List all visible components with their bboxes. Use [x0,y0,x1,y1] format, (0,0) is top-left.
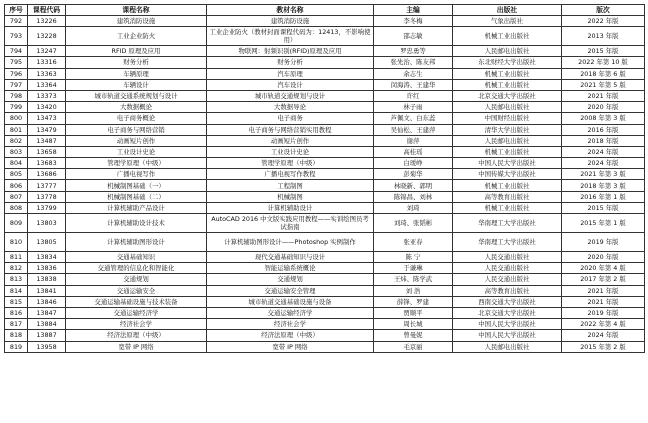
cell-code: 13841 [28,285,66,296]
cell-edition: 2021 年版 [562,296,645,307]
cell-no: 817 [5,319,28,330]
header-cell-course: 课程名称 [66,5,207,16]
cell-book: 汽车设计 [207,79,374,90]
cell-publisher: 高等教育出版社 [453,191,562,202]
cell-edition: 2021 年第 3 版 [562,169,645,180]
cell-course: 计算机辅助图形设计 [66,233,207,252]
cell-edition: 2018 年第 6 版 [562,68,645,79]
cell-no: 792 [5,16,28,27]
cell-publisher: 东北财经大学出版社 [453,57,562,68]
cell-course: 城市轨道交通系统规划与设计 [66,90,207,101]
cell-no: 797 [5,79,28,90]
cell-no: 815 [5,296,28,307]
cell-book: 机械制图 [207,191,374,202]
cell-book: 交通运输安全管理 [207,285,374,296]
cell-book: 大数据导论 [207,102,374,113]
header-cell-edition: 版次 [562,5,645,16]
cell-publisher: 华南理工大学出版社 [453,214,562,233]
cell-book: 智能运输系统概论 [207,263,374,274]
cell-course: 大数据概论 [66,102,207,113]
cell-publisher: 中国人民大学出版社 [453,319,562,330]
table-row [5,180,645,191]
cell-course: 工业企业防火 [66,27,207,46]
cell-publisher: 中国传媒大学出版社 [453,169,562,180]
cell-course: 财务分析 [66,57,207,68]
cell-publisher: 人民邮电出版社 [453,341,562,352]
cell-publisher: 人民邮电出版社 [453,46,562,57]
cell-edition: 2015 年第 1 版 [562,214,645,233]
cell-code: 13836 [28,263,66,274]
cell-course: 广播电视写作 [66,169,207,180]
cell-code: 13363 [28,68,66,79]
cell-no: 813 [5,274,28,285]
cell-editor: 贾顺平 [374,307,453,318]
cell-publisher: 机械工业出版社 [453,180,562,191]
cell-no: 811 [5,252,28,263]
cell-course: 工业设计史论 [66,146,207,157]
cell-editor: 薛锋、罗建 [374,296,453,307]
cell-book: 交通规划 [207,274,374,285]
table-row [5,57,645,68]
table-row [5,319,645,330]
document-page [4,4,644,353]
cell-edition: 2018 年版 [562,135,645,146]
table-row [5,158,645,169]
table-row [5,27,645,46]
cell-editor: 于谦琳 [374,263,453,274]
cell-code: 13847 [28,307,66,318]
header-cell-book: 教材名称 [207,5,374,16]
cell-editor: 吴仙松、王建萍 [374,124,453,135]
cell-code: 13420 [28,102,66,113]
cell-code: 13683 [28,158,66,169]
textbook-table [4,4,645,353]
cell-no: 807 [5,191,28,202]
cell-code: 13777 [28,180,66,191]
table-row [5,90,645,101]
cell-book: 汽车原理 [207,68,374,79]
cell-no: 806 [5,180,28,191]
cell-edition: 2013 年版 [562,27,645,46]
table-row [5,16,645,27]
cell-no: 819 [5,341,28,352]
cell-editor: 张亚春 [374,233,453,252]
cell-code: 13834 [28,252,66,263]
cell-course: 交通运输安全 [66,285,207,296]
cell-editor: 白瑷峥 [374,158,453,169]
cell-code: 13887 [28,330,66,341]
cell-publisher: 人民交通出版社 [453,252,562,263]
cell-book: AutoCAD 2016 中文版实践应用教程——实训绘图员考试指南 [207,214,374,233]
cell-publisher: 机械工业出版社 [453,202,562,213]
header-cell-editor: 主编 [374,5,453,16]
cell-no: 809 [5,214,28,233]
cell-editor: 余志生 [374,68,453,79]
cell-book: 宽带 IP 网络 [207,341,374,352]
cell-code: 13778 [28,191,66,202]
cell-code: 13805 [28,233,66,252]
cell-no: 795 [5,57,28,68]
cell-edition: 2020 年第 4 版 [562,263,645,274]
cell-editor: 毛京丽 [374,341,453,352]
cell-no: 794 [5,46,28,57]
cell-course: 交通基础知识 [66,252,207,263]
cell-course: 机械制图基础（二） [66,191,207,202]
cell-no: 793 [5,27,28,46]
table-row [5,102,645,113]
cell-book: 建筑消防设施 [207,16,374,27]
cell-code: 13658 [28,146,66,157]
cell-course: 动画短片创作 [66,135,207,146]
cell-publisher: 机械工业出版社 [453,68,562,79]
cell-book: 物联网：射频识别(RFID)原理及应用 [207,46,374,57]
cell-code: 13838 [28,274,66,285]
table-row [5,296,645,307]
cell-no: 801 [5,124,28,135]
cell-course: 交通运输基础设施与技术装备 [66,296,207,307]
cell-book: 交通运输经济学 [207,307,374,318]
cell-editor: 张先治、陈友邦 [374,57,453,68]
cell-publisher: 人民邮电出版社 [453,102,562,113]
cell-book: 现代交通基础知识与设计 [207,252,374,263]
cell-edition: 2019 年版 [562,307,645,318]
cell-editor: 高桂瑶 [374,146,453,157]
cell-editor: 芦佩文、白东蕊 [374,113,453,124]
cell-book: 城市轨道交通规划与设计 [207,90,374,101]
cell-book: 动画短片创作 [207,135,374,146]
cell-no: 810 [5,233,28,252]
cell-edition: 2015 年第 2 版 [562,341,645,352]
cell-publisher: 中国人民大学出版社 [453,330,562,341]
cell-edition: 2015 年版 [562,202,645,213]
cell-no: 812 [5,263,28,274]
cell-editor: 刘 浩 [374,285,453,296]
cell-editor: 林晓新、郭明 [374,180,453,191]
cell-code: 13799 [28,202,66,213]
cell-editor: 陈锦昌、刘林 [374,191,453,202]
cell-edition: 2022 年版 [562,16,645,27]
header-cell-publisher: 出版社 [453,5,562,16]
cell-no: 805 [5,169,28,180]
table-row [5,124,645,135]
cell-no: 804 [5,158,28,169]
table-row [5,46,645,57]
cell-editor: 林子雨 [374,102,453,113]
table-row [5,202,645,213]
cell-book: 经济社会学 [207,319,374,330]
table-row [5,113,645,124]
cell-edition: 2021 年第 5 版 [562,79,645,90]
cell-edition: 2022 年第 4 版 [562,319,645,330]
cell-course: 建筑消防设施 [66,16,207,27]
cell-publisher: 机械工业出版社 [453,27,562,46]
cell-publisher: 机械工业出版社 [453,79,562,90]
cell-no: 803 [5,146,28,157]
table-row [5,135,645,146]
cell-no: 816 [5,307,28,318]
cell-course: 经济社会学 [66,319,207,330]
cell-code: 13226 [28,16,66,27]
table-row [5,191,645,202]
table-header-row [5,5,645,16]
cell-course: 经济法原理（中级） [66,330,207,341]
cell-book: 城市轨道交通基础设施与设备 [207,296,374,307]
cell-no: 799 [5,102,28,113]
cell-publisher: 中国人民大学出版社 [453,158,562,169]
table-row [5,252,645,263]
cell-book: 计算机辅助设计 [207,202,374,213]
cell-code: 13479 [28,124,66,135]
cell-editor: 罗忠勇等 [374,46,453,57]
cell-edition: 2016 年版 [562,124,645,135]
cell-no: 814 [5,285,28,296]
table-body [5,16,645,353]
cell-no: 796 [5,68,28,79]
cell-book: 管理学原理（中级） [207,158,374,169]
cell-book: 电子商务与网络营销实用教程 [207,124,374,135]
cell-no: 818 [5,330,28,341]
header-cell-no: 序号 [5,5,28,16]
cell-edition: 2021 年版 [562,90,645,101]
cell-edition: 2024 年版 [562,146,645,157]
cell-editor: 曾曼妮 [374,330,453,341]
cell-edition: 2018 年第 3 版 [562,180,645,191]
cell-edition: 2019 年版 [562,233,645,252]
cell-editor: 许红 [374,90,453,101]
cell-publisher: 机械工业出版社 [453,146,562,157]
table-row [5,307,645,318]
cell-no: 800 [5,113,28,124]
cell-edition: 2020 年版 [562,102,645,113]
cell-publisher: 人民交通出版社 [453,274,562,285]
cell-edition: 2016 年第 1 版 [562,191,645,202]
cell-book: 工业企业防火（教材封面课程代码为：12413，不影响使用） [207,27,374,46]
cell-course: 计算机辅助设计技术 [66,214,207,233]
cell-editor: 李冬梅 [374,16,453,27]
cell-code: 13228 [28,27,66,46]
table-row [5,146,645,157]
cell-edition: 2024 年版 [562,330,645,341]
cell-editor: 刘琦 [374,202,453,213]
cell-no: 808 [5,202,28,213]
cell-publisher: 北京交通大学出版社 [453,90,562,101]
cell-course: 机械制图基础（一） [66,180,207,191]
cell-no: 798 [5,90,28,101]
cell-code: 13373 [28,90,66,101]
table-row [5,285,645,296]
cell-course: 交通管理的信息化和智能化 [66,263,207,274]
header-cell-code: 课程代码 [28,5,66,16]
cell-editor: 彭菊华 [374,169,453,180]
cell-code: 13364 [28,79,66,90]
table-row [5,263,645,274]
cell-editor: 刘琦、张韬彬 [374,214,453,233]
cell-book: 广播电视写作教程 [207,169,374,180]
cell-book: 电子商务 [207,113,374,124]
cell-editor: 王炜、陈学武 [374,274,453,285]
cell-edition: 2022 年第 10 版 [562,57,645,68]
cell-publisher: 气象出版社 [453,16,562,27]
cell-edition: 2021 年版 [562,285,645,296]
cell-publisher: 北京交通大学出版社 [453,307,562,318]
table-row [5,79,645,90]
cell-course: 管理学原理（中级） [66,158,207,169]
cell-publisher: 华南理工大学出版社 [453,233,562,252]
cell-edition: 2020 年版 [562,252,645,263]
cell-book: 财务分析 [207,57,374,68]
cell-publisher: 西南交通大学出版社 [453,296,562,307]
table-row [5,68,645,79]
cell-code: 13487 [28,135,66,146]
cell-publisher: 清华大学出版社 [453,124,562,135]
cell-course: 电子商务概论 [66,113,207,124]
cell-code: 13316 [28,57,66,68]
cell-edition: 2008 年第 3 版 [562,113,645,124]
cell-editor: 周长城 [374,319,453,330]
cell-edition: 2024 年版 [562,158,645,169]
cell-no: 802 [5,135,28,146]
cell-code: 13803 [28,214,66,233]
cell-editor: 陈 宁 [374,252,453,263]
table-row [5,214,645,233]
table-row [5,330,645,341]
cell-course: 计算机辅助产品设计 [66,202,207,213]
table-row [5,274,645,285]
cell-code: 13958 [28,341,66,352]
cell-publisher: 高等教育出版社 [453,285,562,296]
table-row [5,341,645,352]
cell-course: 宽带 IP 网络 [66,341,207,352]
cell-editor: 谢萍 [374,135,453,146]
cell-book: 经济法原理（中级） [207,330,374,341]
cell-book: 工业设计史论 [207,146,374,157]
cell-code: 13884 [28,319,66,330]
cell-code: 13473 [28,113,66,124]
table-row [5,169,645,180]
cell-course: 车辆设计 [66,79,207,90]
cell-edition: 2017 年第 2 版 [562,274,645,285]
cell-course: 电子商务与网络营销 [66,124,207,135]
cell-code: 13247 [28,46,66,57]
cell-course: 车辆原理 [66,68,207,79]
cell-editor: 邵志敏 [374,27,453,46]
cell-edition: 2015 年版 [562,46,645,57]
cell-code: 13846 [28,296,66,307]
cell-code: 13686 [28,169,66,180]
cell-publisher: 人民交通出版社 [453,263,562,274]
cell-book: 计算机辅助图形设计——Photoshop 实例制作 [207,233,374,252]
cell-publisher: 人民邮电出版社 [453,135,562,146]
cell-book: 工程制图 [207,180,374,191]
cell-course: RFID 原理及应用 [66,46,207,57]
cell-course: 交通规划 [66,274,207,285]
cell-publisher: 中国财经出版社 [453,113,562,124]
cell-editor: 闵海涛、王建华 [374,79,453,90]
cell-course: 交通运输经济学 [66,307,207,318]
table-row [5,233,645,252]
